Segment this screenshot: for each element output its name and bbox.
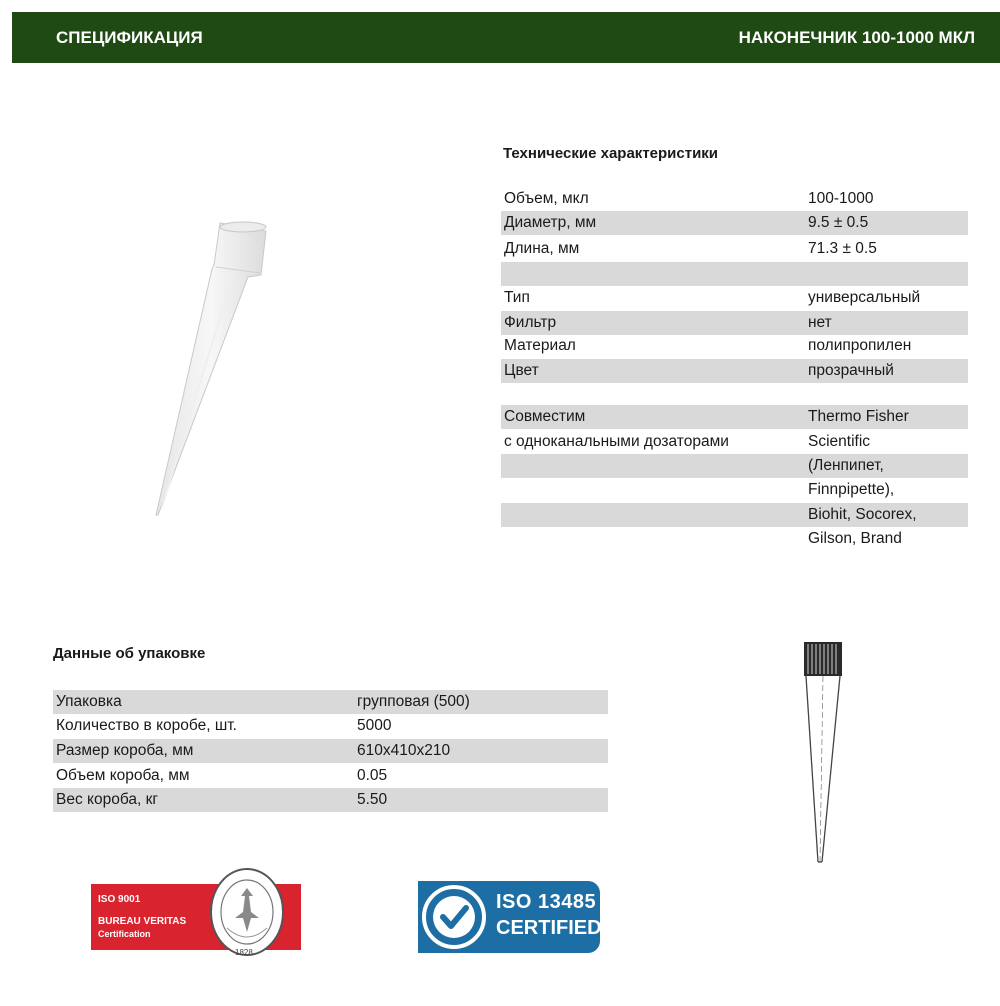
technical-row: Biohit, Socorex,	[501, 503, 968, 527]
technical-title: Технические характеристики	[503, 145, 719, 162]
iso13485-line1: ISO 13485	[496, 891, 597, 913]
packaging-row: Упаковка групповая (500)	[53, 690, 608, 714]
technical-row	[501, 382, 968, 406]
technical-row: Длина, мм 71.3 ± 0.5	[504, 240, 877, 257]
header-right-title: НАКОНЕЧНИК 100-1000 МКЛ	[738, 28, 975, 47]
technical-row	[501, 262, 968, 286]
bureau-veritas-name: BUREAU VERITAS	[98, 916, 187, 927]
packaging-row: Размер короба, мм 610x410x210	[53, 739, 608, 763]
bureau-veritas-seal-year: 1828	[235, 948, 253, 957]
pipette-tip-drawing	[790, 630, 860, 870]
technical-row: Совместим Thermo Fisher	[501, 405, 968, 429]
pipette-tip-photo	[120, 195, 330, 540]
technical-row: Цвет прозрачный	[501, 359, 968, 383]
technical-row: с одноканальными дозаторами Scientific	[504, 433, 871, 450]
technical-row: Finnpipette),	[808, 481, 895, 498]
bureau-veritas-iso-label: ISO 9001	[98, 894, 141, 905]
technical-row: Материал полипропилен	[504, 337, 912, 354]
packaging-title: Данные об упаковке	[53, 645, 206, 662]
packaging-row: Вес короба, кг 5.50	[53, 788, 608, 812]
iso13485-line2: CERTIFIED	[496, 917, 602, 939]
technical-row: Тип универсальный	[504, 289, 921, 306]
bureau-veritas-seal-icon	[207, 866, 287, 960]
technical-row: Объем, мкл 100-1000	[504, 190, 874, 207]
bureau-veritas-certification: Certification	[98, 929, 151, 939]
iso13485-logo	[418, 881, 600, 953]
header-left-title: СПЕЦИФИКАЦИЯ	[56, 28, 203, 47]
header-bar	[12, 12, 1000, 63]
technical-row: Диаметр, мм 9.5 ± 0.5	[501, 211, 968, 235]
technical-row: (Ленпипет,	[501, 454, 968, 478]
technical-row: Gilson, Brand	[808, 530, 902, 547]
bureau-veritas-logo	[91, 866, 305, 960]
packaging-row: Количество в коробе, шт. 5000	[56, 717, 392, 734]
checkmark-badge-icon	[422, 885, 486, 949]
packaging-row: Объем короба, мм 0.05	[56, 767, 388, 784]
technical-row: Фильтр нет	[501, 311, 968, 335]
